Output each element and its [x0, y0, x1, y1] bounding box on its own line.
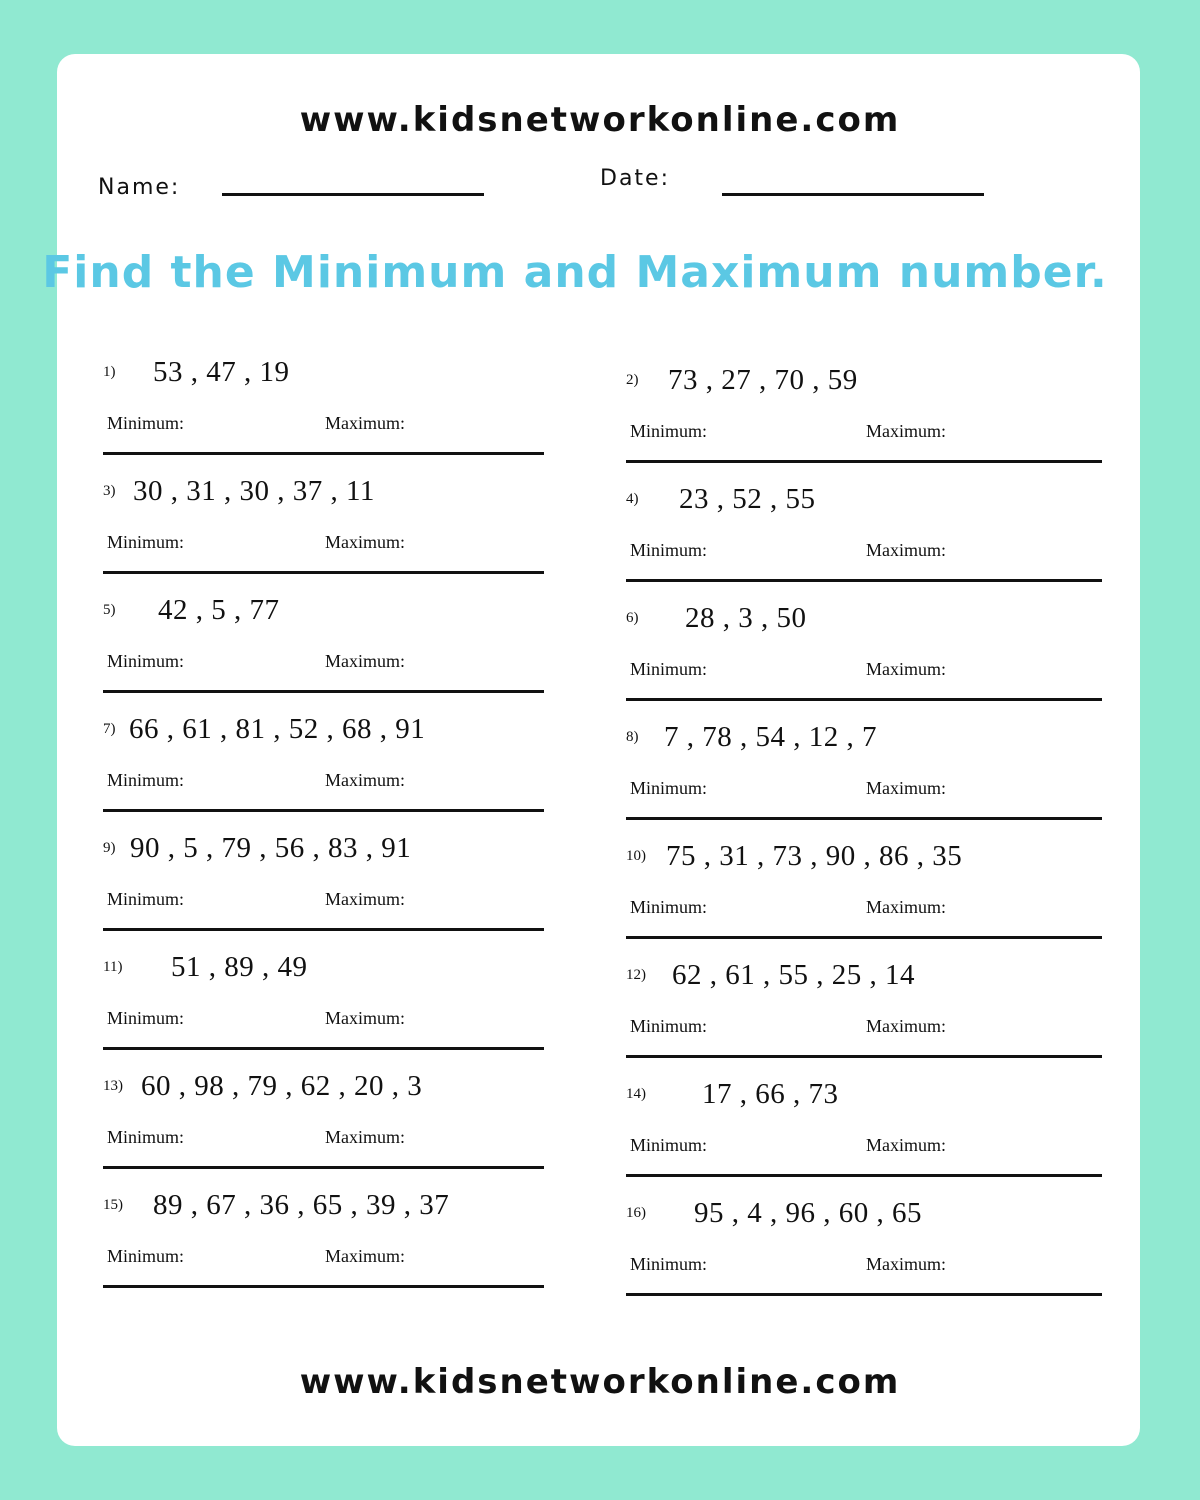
minimum-label: Minimum: — [107, 413, 185, 433]
maximum-label: Maximum: — [866, 1135, 946, 1155]
problem-numbers: 90 , 5 , 79 , 56 , 83 , 91 — [130, 832, 412, 864]
minimum-label: Minimum: — [107, 889, 185, 909]
maximum-label: Maximum: — [866, 659, 946, 679]
minimum-label: Minimum: — [630, 778, 708, 798]
answer-line — [103, 1166, 544, 1169]
problem-numbers: 51 , 89 , 49 — [171, 951, 308, 983]
maximum-label: Maximum: — [866, 1016, 946, 1036]
problem-item — [626, 721, 1102, 825]
problem-number: 12) — [626, 967, 646, 983]
maximum-label: Maximum: — [325, 1246, 405, 1266]
minimum-label: Minimum: — [630, 540, 708, 560]
problem-number: 1) — [103, 364, 116, 380]
problem-number: 4) — [626, 491, 639, 507]
problem-number: 9) — [103, 840, 116, 856]
problem-numbers: 7 , 78 , 54 , 12 , 7 — [664, 721, 877, 753]
problem-item — [103, 356, 544, 460]
site-url-top: www.kidsnetworkonline.com — [299, 100, 901, 140]
problem-number: 10) — [626, 848, 646, 864]
problem-number: 2) — [626, 372, 639, 388]
date-label: Date: — [600, 166, 670, 191]
minimum-label: Minimum: — [630, 1016, 708, 1036]
problem-numbers: 66 , 61 , 81 , 52 , 68 , 91 — [129, 713, 426, 745]
maximum-label: Maximum: — [866, 540, 946, 560]
problem-numbers: 73 , 27 , 70 , 59 — [668, 364, 858, 396]
problem-item — [103, 832, 544, 936]
maximum-label: Maximum: — [866, 778, 946, 798]
maximum-label: Maximum: — [866, 1254, 946, 1274]
problem-item — [103, 1189, 544, 1293]
problem-item — [103, 594, 544, 698]
name-label: Name: — [98, 175, 181, 200]
answer-line — [626, 460, 1102, 463]
problem-number: 6) — [626, 610, 639, 626]
problem-numbers: 89 , 67 , 36 , 65 , 39 , 37 — [153, 1189, 450, 1221]
problem-number: 16) — [626, 1205, 646, 1221]
answer-line — [103, 1047, 544, 1050]
answer-line — [626, 1055, 1102, 1058]
answer-line — [626, 1174, 1102, 1177]
problem-numbers: 23 , 52 , 55 — [679, 483, 816, 515]
problem-item — [103, 475, 544, 579]
minimum-label: Minimum: — [107, 1246, 185, 1266]
date-line — [722, 193, 984, 196]
problem-item — [626, 602, 1102, 706]
answer-line — [103, 690, 544, 693]
maximum-label: Maximum: — [325, 1127, 405, 1147]
maximum-label: Maximum: — [866, 897, 946, 917]
answer-line — [103, 1285, 544, 1288]
problem-number: 13) — [103, 1078, 123, 1094]
maximum-label: Maximum: — [866, 421, 946, 441]
worksheet-heading: Find the Minimum and Maximum number. — [42, 247, 1108, 298]
problem-item — [103, 951, 544, 1055]
problem-numbers: 17 , 66 , 73 — [702, 1078, 839, 1110]
answer-line — [103, 809, 544, 812]
answer-line — [626, 817, 1102, 820]
answer-line — [626, 698, 1102, 701]
problem-numbers: 30 , 31 , 30 , 37 , 11 — [133, 475, 375, 507]
problem-numbers: 95 , 4 , 96 , 60 , 65 — [694, 1197, 922, 1229]
maximum-label: Maximum: — [325, 770, 405, 790]
minimum-label: Minimum: — [107, 770, 185, 790]
minimum-label: Minimum: — [630, 421, 708, 441]
problem-item — [626, 1197, 1102, 1301]
maximum-label: Maximum: — [325, 413, 405, 433]
problem-numbers: 75 , 31 , 73 , 90 , 86 , 35 — [666, 840, 963, 872]
problem-number: 14) — [626, 1086, 646, 1102]
problem-item — [103, 713, 544, 817]
maximum-label: Maximum: — [325, 1008, 405, 1028]
problem-item — [103, 1070, 544, 1174]
answer-line — [626, 579, 1102, 582]
minimum-label: Minimum: — [107, 532, 185, 552]
answer-line — [626, 1293, 1102, 1296]
problem-item — [626, 364, 1102, 468]
minimum-label: Minimum: — [107, 1127, 185, 1147]
problem-number: 15) — [103, 1197, 123, 1213]
answer-line — [103, 452, 544, 455]
minimum-label: Minimum: — [630, 1254, 708, 1274]
problem-number: 8) — [626, 729, 639, 745]
minimum-label: Minimum: — [107, 1008, 185, 1028]
minimum-label: Minimum: — [630, 659, 708, 679]
problem-item — [626, 959, 1102, 1063]
answer-line — [103, 928, 544, 931]
maximum-label: Maximum: — [325, 651, 405, 671]
problem-numbers: 60 , 98 , 79 , 62 , 20 , 3 — [141, 1070, 423, 1102]
problem-number: 5) — [103, 602, 116, 618]
maximum-label: Maximum: — [325, 889, 405, 909]
problem-number: 7) — [103, 721, 116, 737]
problem-item — [626, 840, 1102, 944]
site-url-bottom: www.kidsnetworkonline.com — [299, 1362, 901, 1402]
minimum-label: Minimum: — [107, 651, 185, 671]
minimum-label: Minimum: — [630, 1135, 708, 1155]
problem-item — [626, 483, 1102, 587]
minimum-label: Minimum: — [630, 897, 708, 917]
answer-line — [103, 571, 544, 574]
problem-item — [626, 1078, 1102, 1182]
answer-line — [626, 936, 1102, 939]
maximum-label: Maximum: — [325, 532, 405, 552]
problem-number: 11) — [103, 959, 123, 975]
problem-numbers: 62 , 61 , 55 , 25 , 14 — [672, 959, 915, 991]
name-line — [222, 193, 484, 196]
problem-number: 3) — [103, 483, 116, 499]
problem-numbers: 53 , 47 , 19 — [153, 356, 290, 388]
problem-numbers: 42 , 5 , 77 — [158, 594, 280, 626]
problem-numbers: 28 , 3 , 50 — [685, 602, 807, 634]
